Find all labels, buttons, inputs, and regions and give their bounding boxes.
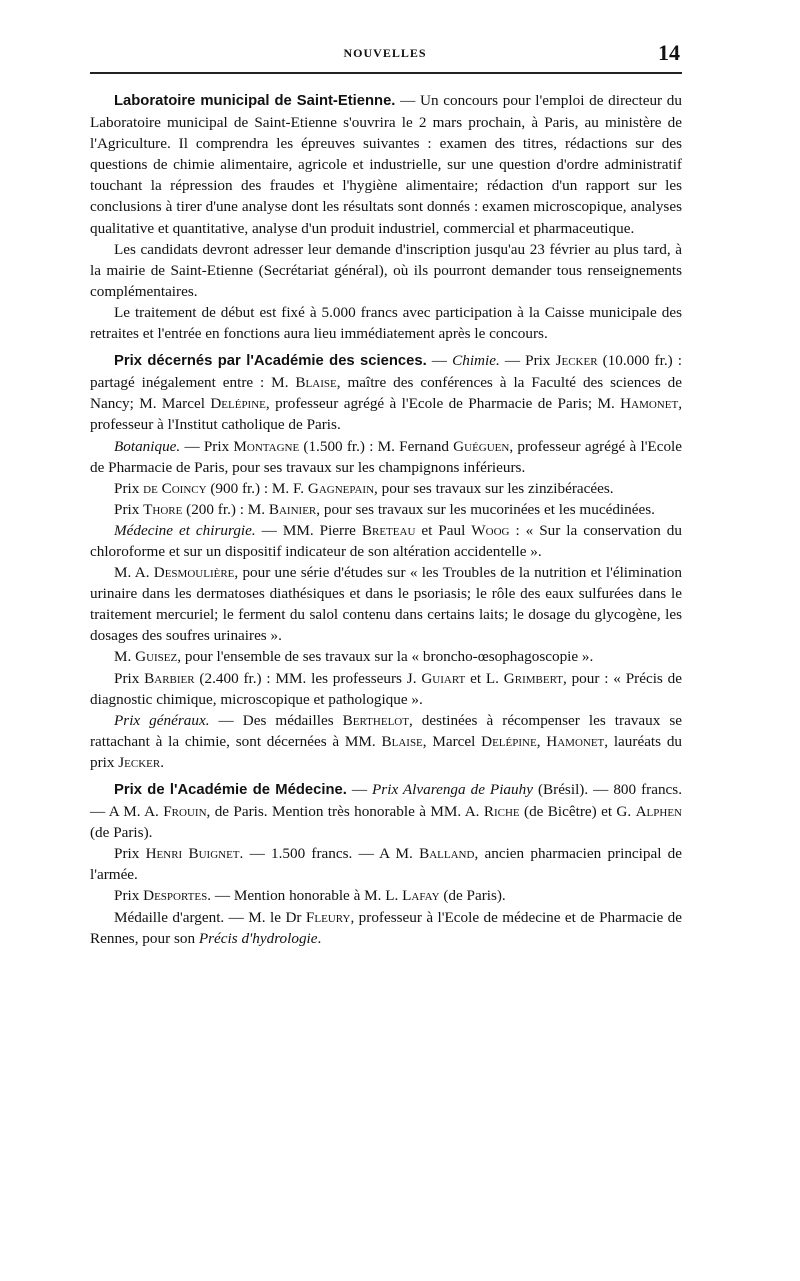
prize-name: Montagne xyxy=(233,437,300,455)
text-run: , pour : « Précis de diagnostic chimique, microscopique et pathologique ». xyxy=(90,669,682,708)
prize-name: de Coincy xyxy=(143,479,207,497)
person-name: Woog xyxy=(471,521,510,539)
article1-paragraph1-text: — Un concours pour l'emploi de directeur du Laboratoire municipal de Saint-Etienne s'ouvrira le 2 mars prochain, à Paris, au ministère de l'Agriculture. Il comprendra les épreuves suivantes : examen des titres, rédactions sur des questions de chimie alimentaire, agricole et industrielle, sur une question d'ordre administratif touchant la répression des fraudes et l'hygiène alimentaire; rédaction d'un rapport sur les conclusions à tirer d'une analyse dont les résultats sont donnés : examen microscopique, analyses qualitative et quantitative, analyse d'un produit industriel, commercial et pharmaceutique. xyxy=(90,92,682,237)
header-rule xyxy=(90,72,682,74)
prize-name: Barbier xyxy=(144,669,195,687)
text-run: , destinées à récompenser les travaux se rattachant à la chimie, sont décernées à MM. xyxy=(90,711,683,750)
person-name: Balland xyxy=(419,845,475,863)
text-run: Prix xyxy=(114,479,144,497)
text-run: , professeur agrégé à l'Ecole de Pharmacie de Paris; M. xyxy=(265,395,621,413)
text-run: — Prix xyxy=(499,352,556,370)
person-name: Frouin xyxy=(163,803,207,821)
text-run: Prix xyxy=(114,500,144,518)
text-run: , professeur à l'Institut catholique de Paris. xyxy=(90,395,682,434)
person-name: Delépine xyxy=(210,395,266,413)
article2-paragraph8 xyxy=(90,668,682,710)
person-name: Bainier xyxy=(268,500,317,518)
prize-name: Henri Buignet xyxy=(145,845,240,863)
text-run: (de Bicêtre) et G. xyxy=(519,803,636,821)
text-run: . xyxy=(160,753,165,771)
text-run: , lauréats du prix xyxy=(90,732,683,771)
book-title: Précis d'hydrologie xyxy=(198,929,318,947)
text-run: , pour l'ensemble de ses travaux sur la « broncho-œsophagoscopie ». xyxy=(177,648,594,666)
person-name: Jecker xyxy=(555,352,598,370)
prize-name: Jecker xyxy=(118,753,161,771)
article2-paragraph1 xyxy=(90,350,682,435)
text-run: — xyxy=(426,352,453,370)
text-run: M. xyxy=(114,648,136,666)
section-label: Prix généraux. xyxy=(114,711,210,729)
article1-paragraph2: Les candidats devront adresser leur demande d'inscription jusqu'au 23 février au plus tard, à la mairie de Saint-Etienne (Secrétariat général), où ils pourront demander tous renseignements complémentaires. xyxy=(90,240,682,300)
text-run: , pour ses travaux sur les mucorinées et les mucédinées. xyxy=(316,500,655,518)
text-run: (Brésil). — 800 francs. — A M. A. xyxy=(90,781,683,821)
person-name: Guisez xyxy=(135,648,178,666)
text-run: (1.500 fr.) : M. Fernand xyxy=(299,437,454,455)
text-run: Prix xyxy=(114,845,146,863)
text-run: Prix xyxy=(114,669,145,687)
running-title: NOUVELLES xyxy=(343,46,427,60)
text-run: , pour une série d'études sur « les Troubles de la nutrition et l'élimination urinaire dans les dermatoses diathésiques et dans le psoriasis; le rôle des eaux sulfurées dans le traitement mercuriel; le ferment du salol contenu dans certains laits; le dosage du glycogène, les dosages des soufres urinaires ». xyxy=(90,564,682,645)
person-name: Fleury xyxy=(305,908,351,926)
page-body xyxy=(90,90,682,949)
person-name: Lafay xyxy=(402,887,440,905)
page-number: 14 xyxy=(658,40,680,65)
text-run: — xyxy=(346,781,373,798)
article2-paragraph9 xyxy=(90,710,682,773)
text-run: , xyxy=(536,732,547,750)
person-name: Hamonet xyxy=(620,395,679,413)
person-name: Breteau xyxy=(361,521,416,539)
text-run: , de Paris. Mention très honorable à MM. A. xyxy=(206,803,484,821)
text-run: Médaille d'argent. — M. le Dr xyxy=(114,908,306,926)
person-name: Riche xyxy=(483,803,520,821)
article2-paragraph5 xyxy=(90,520,682,562)
person-name: Guiart xyxy=(421,669,466,687)
text-run: (900 fr.) : M. F. xyxy=(206,479,308,497)
article1-heading: Laboratoire municipal de Saint-Etienne. xyxy=(114,93,396,109)
person-name: Delépine xyxy=(481,732,537,750)
text-run: , maître des conférences à la Faculté des sciences de Nancy; M. Marcel xyxy=(90,374,682,413)
text-run: (de Paris). xyxy=(90,824,153,842)
text-run: . — Mention honorable à M. L. xyxy=(207,887,403,905)
article3-paragraph1 xyxy=(90,779,682,843)
text-run: Prix xyxy=(114,887,144,905)
text-run: — Prix xyxy=(180,437,234,455)
text-run: (200 fr.) : M. xyxy=(182,500,269,518)
article1-paragraph3: Le traitement de début est fixé à 5.000 francs avec participation à la Caisse municipale des retraites et l'entrée en fonctions aura lieu immédiatement après le concours. xyxy=(90,303,682,343)
text-run: . xyxy=(317,929,322,947)
article2-paragraph4 xyxy=(90,499,682,520)
article3-heading: Prix de l'Académie de Médecine. xyxy=(114,782,347,798)
article2-paragraph6 xyxy=(90,562,682,646)
text-run: (2.400 fr.) : MM. les professeurs J. xyxy=(194,669,422,687)
person-name: Alphen xyxy=(635,803,682,821)
text-run: , Marcel xyxy=(422,732,482,750)
article2-heading: Prix décernés par l'Académie des sciences. xyxy=(114,353,427,370)
text-run: M. A. xyxy=(114,564,154,582)
text-run: , professeur agrégé à l'Ecole de Pharmacie de Paris, pour ses travaux sur les champignons inférieurs. xyxy=(90,437,683,476)
text-run: — MM. Pierre xyxy=(255,521,362,539)
article3-paragraph2 xyxy=(90,843,682,885)
section-label: Chimie. xyxy=(452,352,500,370)
text-run: et Paul xyxy=(415,521,472,539)
person-name: Desmoulière xyxy=(153,564,235,582)
person-name: Grimbert xyxy=(503,669,563,687)
article2-paragraph7 xyxy=(90,646,682,667)
article1-paragraph1 xyxy=(90,90,682,239)
person-name: Blaise xyxy=(295,374,337,392)
person-name: Gagnepain xyxy=(307,479,375,497)
prize-name: Thore xyxy=(143,500,183,518)
text-run: , ancien pharmacien principal de l'armée. xyxy=(90,845,683,884)
text-run: , professeur à l'Ecole de médecine et de Pharmacie de Rennes, pour son xyxy=(90,908,682,947)
text-run: : « Sur la conservation du chloroforme et sur un dispositif indicateur de son altération accidentelle ». xyxy=(90,521,682,560)
text-run: . — 1.500 francs. — A M. xyxy=(239,845,420,863)
text-run: (10.000 fr.) : partagé inégalement entre : M. xyxy=(90,352,682,392)
article2-paragraph2 xyxy=(90,436,682,478)
text-run: (de Paris). xyxy=(439,887,506,905)
person-name: Blaise xyxy=(381,732,423,750)
text-run: et L. xyxy=(465,669,504,687)
article3-paragraph4 xyxy=(90,907,682,949)
page-header xyxy=(88,40,682,70)
person-name: Guéguen xyxy=(453,437,510,455)
prize-name: Prix Alvarenga de Piauhy xyxy=(372,781,533,798)
section-label: Médecine et chirurgie. xyxy=(114,521,256,539)
article3-paragraph3 xyxy=(90,885,682,906)
section-label: Botanique. xyxy=(114,437,181,455)
article2-paragraph3 xyxy=(90,478,682,499)
text-run: — Des médailles xyxy=(209,711,343,729)
text-run: , pour ses travaux sur les zinzibéracées. xyxy=(374,479,614,497)
prize-name: Berthelot xyxy=(342,711,409,729)
person-name: Hamonet xyxy=(546,732,605,750)
prize-name: Desportes xyxy=(143,887,208,905)
